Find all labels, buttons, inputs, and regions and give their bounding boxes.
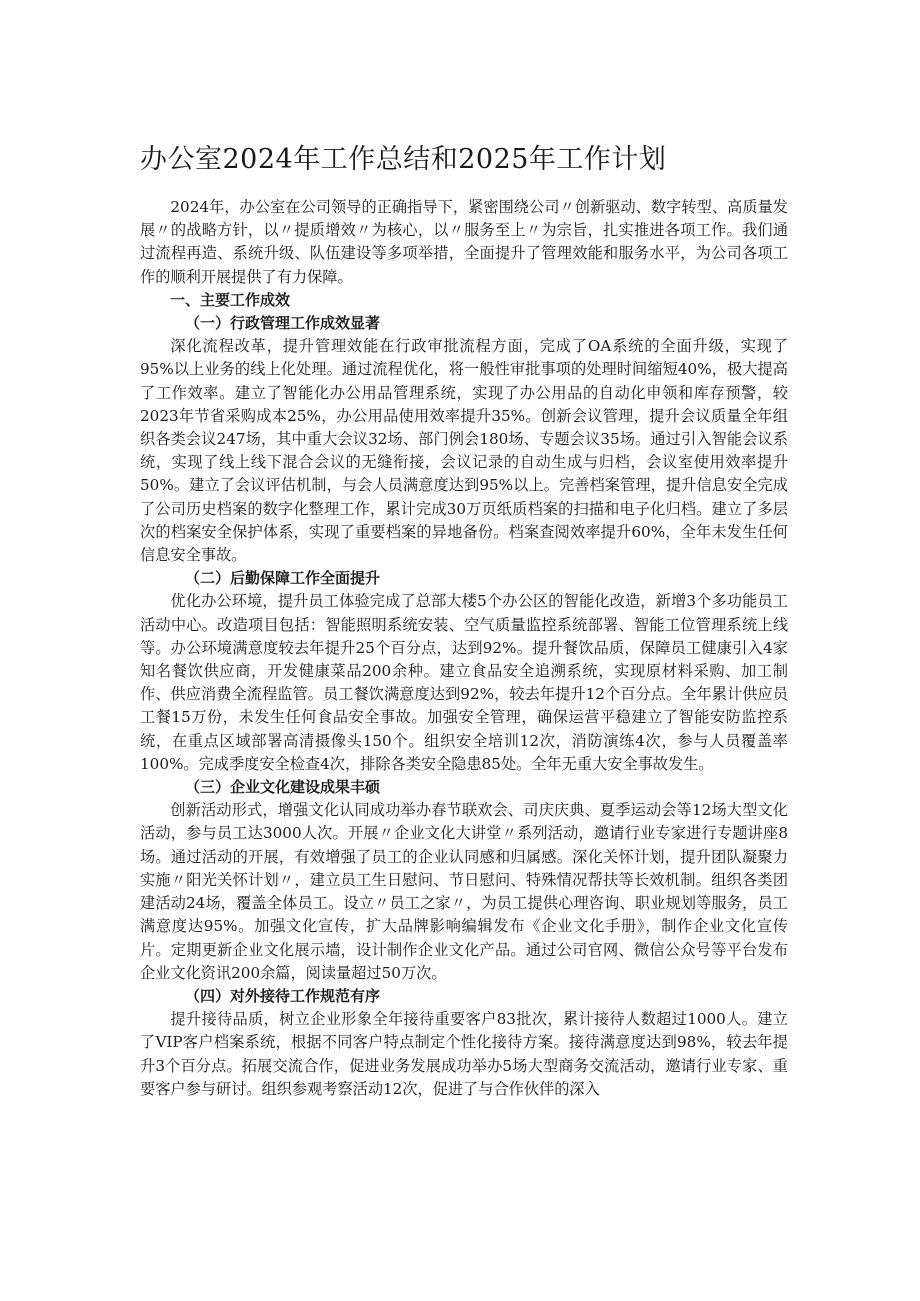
paragraph-admin: 深化流程改革，提升管理效能在行政审批流程方面，完成了OA系统的全面升级，实现了95%以上业务的线上化处理。通过流程优化，将一般性审批事项的处理时间缩短40%，极大提高了工作效率。建立了智能化办公用品管理系统，实现了办公用品的自动化申领和库存预警，较2023年节省采购成本25%，办公用品使用效率提升35%。创新会议管理，提升会议质量全年组织各类会议247场，其中重大会议32场、部门例会180场、专题会议35场。通过引入智能会议系统，实现了线上线下混合会议的无缝衔接，会议记录的自动生成与归档，会议室使用效率提升50%。建立了会议评估机制，与会人员满意度达到95%以上。完善档案管理，提升信息安全完成了公司历史档案的数字化整理工作，累计完成30万页纸质档案的扫描和电子化归档。建立了多层次的档案安全保护体系，实现了重要档案的异地备份。档案查阅效率提升60%，全年未发生任何信息安全事故。 xyxy=(140,337,788,565)
paragraph-logistics: 优化办公环境，提升员工体验完成了总部大楼5个办公区的智能化改造，新增3个多功能员工活动中心。改造项目包括：智能照明系统安装、空气质量监控系统部署、智能工位管理系统上线等。办公环境满意度较去年提升25个百分点，达到92%。提升餐饮品质，保障员工健康引入4家知名餐饮供应商，开发健康菜品200余种。建立食品安全追溯系统，实现原材料采购、加工制作、供应消费全流程监管。员工餐饮满意度达到92%，较去年提升12个百分点。全年累计供应员工餐15万份，未发生任何食品安全事故。加强安全管理，确保运营平稳建立了智能安防监控系统，在重点区域部署高清摄像头150个。组织安全培训12次，消防演练4次，参与人员覆盖率100%。完成季度安全检查4次，排除各类安全隐患85处。全年无重大安全事故发生。 xyxy=(140,592,788,773)
subsection-heading-culture: （三）企业文化建设成果丰硕 xyxy=(185,778,381,797)
document-body xyxy=(140,196,788,1101)
paragraph-reception: 提升接待品质，树立企业形象全年接待重要客户83批次，累计接待人数超过1000人。建立了VIP客户档案系统，根据不同客户特点制定个性化接待方案。接待满意度达到98%，较去年提升3个百分点。拓展交流合作，促进业务发展成功举办5场大型商务交流活动，邀请行业专家、重要客户参与研讨。组织参观考察活动12次，促进了与合作伙伴的深入 xyxy=(140,1010,788,1098)
subsection-heading-logistics: （二）后勤保障工作全面提升 xyxy=(185,569,381,588)
intro-paragraph: 2024年，办公室在公司领导的正确指导下，紧密围绕公司〃创新驱动、数字转型、高质量发展〃的战略方针，以〃提质增效〃为核心，以〃服务至上〃为宗旨，扎实推进各项工作。我们通过流程再造、系统升级、队伍建设等多项举措，全面提升了管理效能和服务水平，为公司各项工作的顺利开展提供了有力保障。 xyxy=(140,198,788,286)
subsection-heading-reception: （四）对外接待工作规范有序 xyxy=(185,986,381,1005)
subsection-heading-admin: （一）行政管理工作成效显著 xyxy=(185,314,381,333)
section-heading-main-achievements: 一、主要工作成效 xyxy=(170,290,291,309)
paragraph-culture: 创新活动形式，增强文化认同成功举办春节联欢会、司庆庆典、夏季运动会等12场大型文化活动，参与员工达3000人次。开展〃企业文化大讲堂〃系列活动，邀请行业专家进行专题讲座8场。通过活动的开展，有效增强了员工的企业认同感和归属感。深化关怀计划，提升团队凝聚力实施〃阳光关怀计划〃，建立员工生日慰问、节日慰问、特殊情况帮扶等长效机制。组织各类团建活动24场，覆盖全体员工。设立〃员工之家〃，为员工提供心理咨询、职业规划等服务，员工满意度达95%。加强文化宣传，扩大品牌影响编辑发布《企业文化手册》，制作企业文化宣传片。定期更新企业文化展示墙，设计制作企业文化产品。通过公司官网、微信公众号等平台发布企业文化资讯200余篇，阅读量超过50万次。 xyxy=(140,801,788,982)
document-title: 办公室2024年工作总结和2025年工作计划 xyxy=(140,144,667,175)
